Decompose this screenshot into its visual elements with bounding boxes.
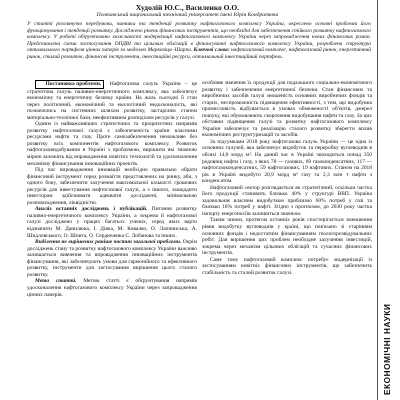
paragraph <box>27 80 197 121</box>
paragraph: особливе значення їх продукції для подальшого соціально-економічного розвитку і забезпечення енергетичної безпеки. Стан фінансових та виробничих засобів галузі зношеність основних виробничих фондів та старих, неспроможність підвищення ефективності, з тим, що видобувна промисловість відбувається в умовах обмеженості об'єктів, джерел пошуку, які обумовлюють скорочення видобування нафти та газу. За цих обставин підвищення галузі та розвитку нафтогазового комплексу України забезпечує та реалізацію сталого розвитку зберегти вплив економічних реструктуризацій та засобів. <box>202 80 372 139</box>
paragraph <box>27 278 197 298</box>
abstract <box>27 21 371 61</box>
section-heading-badge: Постановка проблеми. <box>35 80 104 89</box>
paragraph: Таким чином, протягом останніх років спостерігається зменшення рівня видобутку вуглеводнів у країні, що пов'язано зі старінням основних фондів і недостатнім фінансуванням геологорозвідувальних робіт. Для вирішення цих проблем необхідне залучення інвестицій, зокрема через механізм цільових облігацій та сучасних фінансових інструментів. <box>202 217 372 257</box>
section-heading: Мета статті. <box>35 278 77 285</box>
keywords-label: Ключові слова: <box>193 47 230 54</box>
paragraph-text: Метою статті є обґрунтування напрямів удосконалення нафтогазового комплексу України через запровадження цінних паперів. <box>27 278 197 298</box>
side-divider <box>377 0 378 400</box>
paragraph: За підсумками 2018 року нафтогазова галузь України — це одна із основних галузей, яка забезпечує видобуток та переробку вуглеводнів в обсязі 14,0 млрд м³. На даний час в Україні знаходиться понад 350 родовищ нафти і газу, з яких 78 — газових, 69 газоконденсатних, 117 — нафтогазоконденсатних, 59 нафтогазових, 19 нафтових. Станом на 2018 рік в Україні видобуто 20,9 млрд м³ газу та 2,3 млн т нафти з конденсатом. <box>202 138 372 185</box>
abstract-text: У статті розглянуто передумови, чинники та тенденції розвитку нафтогазового комплексу України, окреслено основні проблеми його функціонування і тенденції розвитку. Досліджено рівень фінансових інструментів, що необхідні для забезпечення стійкого розвитку нафтогазового комплексу. У роботі обґрунтовано можливості модернізації нафтогазового комплексу України через запровадження нових фінансових рамок. Представлена схема застосування ОПДВІ та цільових облігацій в фінансуванні нафтогазового комплексу України, розроблена структура оптимального портфеля цінних паперів за моделлю Марковіца–Шарпа. <box>27 21 371 54</box>
keywords-text: нафтогазовий комплекс, нафтогазовий ринок, енергетичний ринок, сталий розвиток, фінансові інструменти, інвестиційні ресурси, оптимальний інвестиційний портфель. <box>27 47 371 60</box>
section-heading: Аналіз останніх досліджень і публікацій. <box>35 206 148 213</box>
author-affiliation: Полтавський національний технічний університет імені Юрія Кондратюка <box>96 12 279 18</box>
article-authors: Худолій Ю.С., Василенко О.О. <box>135 3 240 12</box>
paragraph <box>27 239 197 278</box>
right-column <box>202 80 372 276</box>
left-column <box>27 80 197 298</box>
paragraph: Одним із найважливіших стратегічних та пріоритетних напрямів розвитку нафтогазової галузі є забезпеченість країни власними ресурсами нафти та газу. Проте самозабезпечення неможливе без розвитку всіх компонентів нафтогазового комплексу. Розвиток нафтогазовидобування в Україні з проблемою, вирішити які значною мірою залежить від впровадження новітніх технологій та удосконалення механізму фінансування інноваційних проектів. <box>27 121 197 167</box>
paragraph-text: Окрім досліджень стану та розвитку нафтогазового комплексу України важливо залишається вивчення та впровадження інноваційних інструментів фінансування, які забезпечують умови для гармонійного та ефективного розвитку, інструменти для застосування вирішення цього сталого розвитку. <box>27 239 197 278</box>
paragraph-text: Питання розвитку паливно-енергетичного комплексу України, а зокрема й нафтогазової галузі досліджено у працях багатьох учених, серед яких варто відзначити М. Данилюка, І. Діяка, М. Ковалко, О. Лапчинська, А. Шидловського, О. Шпига, О. Сердюченка С. Лобанова та інших. <box>27 206 197 239</box>
section-heading: Виділення не вирішених раніше частин загальної проблеми. <box>35 239 182 246</box>
paragraph: Під час впровадження інновацій необхідно правильно обрати фінансовий інструмент серед розмаїття представлених на ринку, аби, з одного боку, забезпечити залучення максимальної кількості грошових ресурсів для інвестування нафтогазової галузі, а з іншого, заощадити інвесторам здійснювати адекватні досліджені, мінімальною розповсюдження, ліквідністю. <box>27 167 197 206</box>
section-side-label: ЕКОНОМІЧНІ НАУКИ <box>383 303 392 395</box>
paragraph: Нафтогазовий сектор розглядається як стратегічний, оскільки частка його продукції становить близько 40% у структурі ВВП. Україна задовольняє власним видобутком приблизно 60% потреб у газі та близько 18% потреб у нафті. Згідно з прогнозом, до 2030 року частка імпорту енергоносіїв залишиться значною. <box>202 184 372 217</box>
paragraph-text: Нафтогазова галузь України – це стратегічна галузь паливно-енергетичного комплексу, яка забезпечує економічну та енергетичну безпеку країни. На жаль сьогодні її стан через політичний, економічний та екологічний недосконалість, які позначились на системних шляхом розвитку, застарілим станом матеріально-технічної бази, неефективним розподілом ресурсів у галузі. <box>27 81 197 121</box>
paragraph: Саме тому нафтогазовий комплекс потребує модернізації із застосуванням новітніх фінансових інструментів, що забезпечить стабільність та сталий розвиток галузі. <box>202 256 372 276</box>
paragraph <box>27 206 197 239</box>
